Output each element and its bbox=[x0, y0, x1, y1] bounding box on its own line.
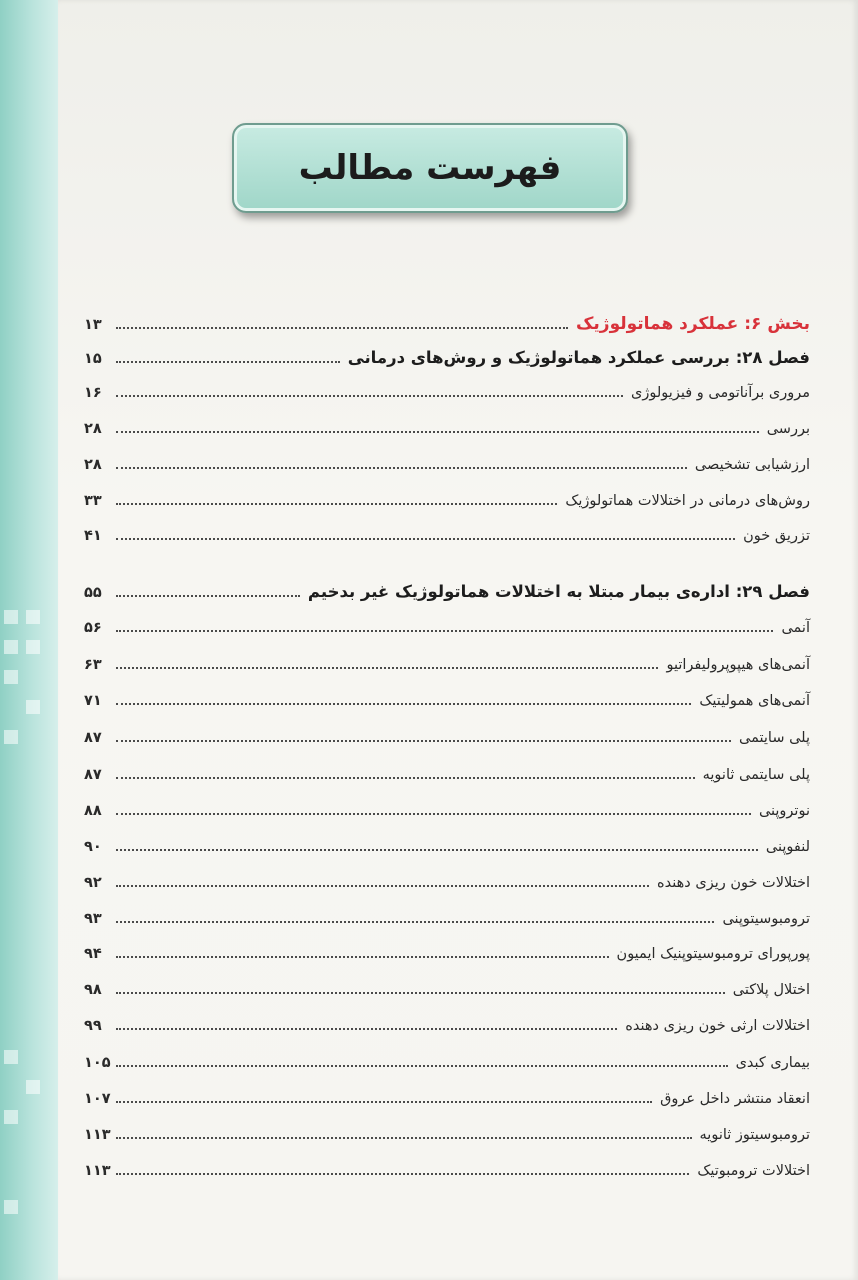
toc-entry-label: اختلالات ارثی خون ریزی دهنده bbox=[625, 1017, 810, 1034]
toc-entry-label: لنفوپنی bbox=[765, 838, 810, 855]
dot-leader bbox=[116, 1136, 692, 1139]
dot-leader bbox=[116, 629, 773, 632]
toc-entry[interactable] bbox=[84, 1110, 810, 1144]
toc-page-number: ۱۰۵ bbox=[84, 1054, 111, 1071]
toc-page-number: ۴۱ bbox=[84, 527, 102, 544]
dot-leader bbox=[116, 666, 658, 669]
toc-page-number: ۱۱۳ bbox=[84, 1126, 111, 1143]
toc-page-number: ۱۳ bbox=[84, 316, 102, 333]
dot-leader bbox=[116, 360, 340, 363]
toc-page-number: ۹۴ bbox=[84, 945, 102, 962]
dot-leader bbox=[116, 326, 568, 329]
toc-entry-label: بررسی bbox=[766, 420, 810, 437]
toc-entry-label: نوتروپنی bbox=[758, 802, 810, 819]
toc-page-number: ۹۸ bbox=[84, 981, 102, 998]
toc-page-number: ۹۳ bbox=[84, 910, 102, 927]
toc-entry[interactable] bbox=[84, 929, 810, 963]
toc-entry-chapter-28[interactable] bbox=[84, 334, 810, 368]
toc-entry[interactable] bbox=[84, 1074, 810, 1108]
toc-entry-label: مروری برآناتومی و فیزیولوژی bbox=[631, 384, 810, 401]
dot-leader bbox=[116, 920, 714, 923]
toc-entry-label: ترومبوسیتوز ثانویه bbox=[699, 1126, 810, 1143]
dot-leader bbox=[116, 812, 751, 815]
toc-page-number: ۵۶ bbox=[84, 619, 102, 636]
toc-entry-label: بیماری کبدی bbox=[735, 1054, 810, 1071]
toc-entry-chapter-29[interactable] bbox=[84, 568, 810, 602]
toc-page-number: ۳۳ bbox=[84, 492, 102, 509]
dot-leader bbox=[116, 884, 649, 887]
toc-entry-part-6[interactable] bbox=[84, 300, 810, 334]
toc-entry-label: اختلالات ترومبوتیک bbox=[697, 1162, 810, 1179]
toc-entry-label: پلی سایتمی bbox=[739, 729, 810, 746]
toc-page-number: ۱۵ bbox=[84, 350, 102, 367]
toc-entry[interactable] bbox=[84, 1001, 810, 1035]
toc-page-number: ۱۶ bbox=[84, 384, 102, 401]
toc-entry[interactable] bbox=[84, 713, 810, 747]
toc-page-number: ۸۷ bbox=[84, 729, 102, 746]
toc-entry[interactable] bbox=[84, 440, 810, 474]
toc-entry[interactable] bbox=[84, 858, 810, 892]
toc-entry[interactable] bbox=[84, 965, 810, 999]
toc-page-number: ۲۸ bbox=[84, 456, 102, 473]
toc-entry[interactable] bbox=[84, 404, 810, 438]
toc-entry-label: فصل ۲۹: اداره‌ی بیمار مبتلا به اختلالات هماتولوژیک غیر بدخیم bbox=[307, 582, 810, 602]
dot-leader bbox=[116, 702, 691, 705]
toc-page-number: ۸۷ bbox=[84, 766, 102, 783]
toc-entry-label: تزریق خون bbox=[743, 527, 810, 544]
toc-entry[interactable] bbox=[84, 676, 810, 710]
toc-page-number: ۲۸ bbox=[84, 420, 102, 437]
dot-leader bbox=[116, 430, 759, 433]
toc-entry[interactable] bbox=[84, 511, 810, 545]
toc-entry[interactable] bbox=[84, 476, 810, 510]
dot-leader bbox=[116, 1064, 728, 1067]
page-title: فهرست مطالب bbox=[298, 148, 562, 188]
toc-entry[interactable] bbox=[84, 1038, 810, 1072]
toc-entry[interactable] bbox=[84, 1146, 810, 1180]
dot-leader bbox=[116, 739, 731, 742]
toc-entry-label: آنمی bbox=[781, 619, 810, 636]
toc-entry-label: آنمی‌های هیپوپرولیفراتیو bbox=[666, 656, 810, 673]
toc-entry[interactable] bbox=[84, 750, 810, 784]
toc-entry-label: اختلال پلاکتی bbox=[732, 981, 810, 998]
dot-leader bbox=[116, 1172, 689, 1175]
toc-entry-label: روش‌های درمانی در اختلالات هماتولوژیک bbox=[565, 492, 810, 509]
toc-page-number: ۵۵ bbox=[84, 584, 102, 601]
toc-entry-label: پورپورای ترومبوسیتوپنیک ایمیون bbox=[616, 945, 810, 962]
toc-page-number: ۹۰ bbox=[84, 838, 102, 855]
toc-entry[interactable] bbox=[84, 603, 810, 637]
toc-entry-label: ترومبوسیتوپنی bbox=[722, 910, 810, 927]
toc-page-number: ۸۸ bbox=[84, 802, 102, 819]
toc-entry-label: بخش ۶: عملکرد هماتولوژیک bbox=[576, 313, 810, 334]
toc-page-number: ۱۱۳ bbox=[84, 1162, 111, 1179]
toc-page-number: ۹۹ bbox=[84, 1017, 102, 1034]
toc-entry[interactable] bbox=[84, 894, 810, 928]
toc-entry[interactable] bbox=[84, 786, 810, 820]
toc-entry-label: آنمی‌های همولیتیک bbox=[699, 692, 810, 709]
toc-page-number: ۹۲ bbox=[84, 874, 102, 891]
dot-leader bbox=[116, 1027, 617, 1030]
dot-leader bbox=[116, 537, 735, 540]
dot-leader bbox=[116, 955, 609, 958]
toc-entry[interactable] bbox=[84, 822, 810, 856]
toc-entry-label: فصل ۲۸: بررسی عملکرد هماتولوژیک و روش‌های درمانی bbox=[347, 348, 810, 368]
dot-leader bbox=[116, 848, 758, 851]
toc-page-number: ۶۳ bbox=[84, 656, 102, 673]
dot-leader bbox=[116, 466, 687, 469]
dot-leader bbox=[116, 502, 557, 505]
dot-leader bbox=[116, 594, 300, 597]
toc-entry-label: انعقاد منتشر داخل عروق bbox=[660, 1090, 810, 1107]
toc-entry-label: اختلالات خون ریزی دهنده bbox=[657, 874, 810, 891]
dot-leader bbox=[116, 1100, 652, 1103]
dot-leader bbox=[116, 991, 725, 994]
toc-entry[interactable] bbox=[84, 640, 810, 674]
dot-leader bbox=[116, 776, 695, 779]
dot-leader bbox=[116, 394, 623, 397]
toc-entry-label: ارزشیابی تشخیصی bbox=[694, 456, 810, 473]
toc-entry-label: پلی سایتمی ثانویه bbox=[702, 766, 810, 783]
toc-page-number: ۱۰۷ bbox=[84, 1090, 111, 1107]
toc-entry[interactable] bbox=[84, 368, 810, 402]
toc-page-number: ۷۱ bbox=[84, 692, 102, 709]
